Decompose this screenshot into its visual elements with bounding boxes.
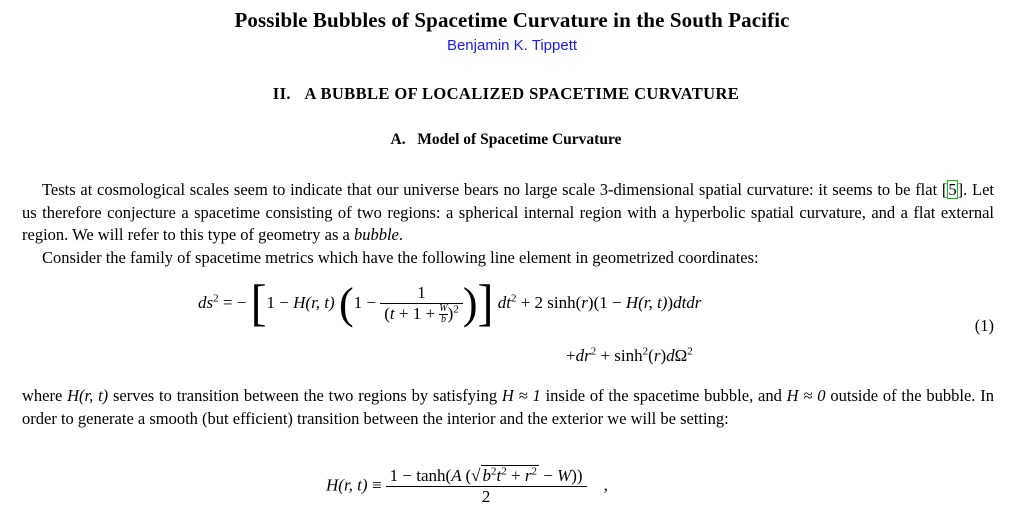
section-title: A BUBBLE OF LOCALIZED SPACETIME CURVATURE xyxy=(304,84,740,103)
emphasis-bubble: bubble xyxy=(353,225,399,244)
metric-intro: Consider the family of spacetime metrics which have the following line element in geometrized coordinates: xyxy=(42,247,759,267)
equation-number: (1) xyxy=(974,316,994,335)
section-number: II. xyxy=(272,84,291,103)
author-name[interactable]: Benjamin K. Tippett xyxy=(446,37,578,54)
subsection-title: Model of Spacetime Curvature xyxy=(417,131,622,148)
equation-1-line-1: $ds^2$ = − [1 − H(r, t) (1 − 1 (t + 1 + $\frac{W}{b}$ )$^2$ )] $dt^2 + 2$ sinh(r)(1 − H(r, t))dtdr xyxy=(198,275,702,332)
citation-link[interactable]: 5 xyxy=(948,180,957,199)
subsection-number: A. xyxy=(390,131,406,148)
subsection-heading xyxy=(0,131,1012,149)
transition-paragraph: where H(r, t) serves to transition between the two regions by satisfying H ≈ 1 inside of the spacetime bubble, and H ≈ 0 outside of the bubble. In order to generate a smooth (but efficient) transition between the interior and the exterior we will be setting: xyxy=(22,386,994,428)
paper-title: Possible Bubbles of Spacetime Curvature in the South Pacific xyxy=(234,8,790,32)
section-heading xyxy=(0,84,1012,104)
equation-2: H(r, t) ≡ $\frac{1 - \tanh(A (√ b^2t^2 + r^2 - W))}{2}$ , xyxy=(326,465,608,506)
equation-1-line-2: $+dr^2 + \sinh^2(r)d\Omega^2$ xyxy=(566,345,693,365)
intro-paragraph: Tests at cosmological scales seem to indicate that our universe bears no large scale 3-dimensional spatial curvature: it seems to be flat [5]. Let us therefore conjecture a spacetime consisting of two regions: a spherical internal region with a hyperbolic spatial curvature, and a flat external region. We will refer to this type of geometry as a bubble. Consider the family of spacetime metrics which have the following line element in geometrized coordinates: xyxy=(22,179,994,269)
